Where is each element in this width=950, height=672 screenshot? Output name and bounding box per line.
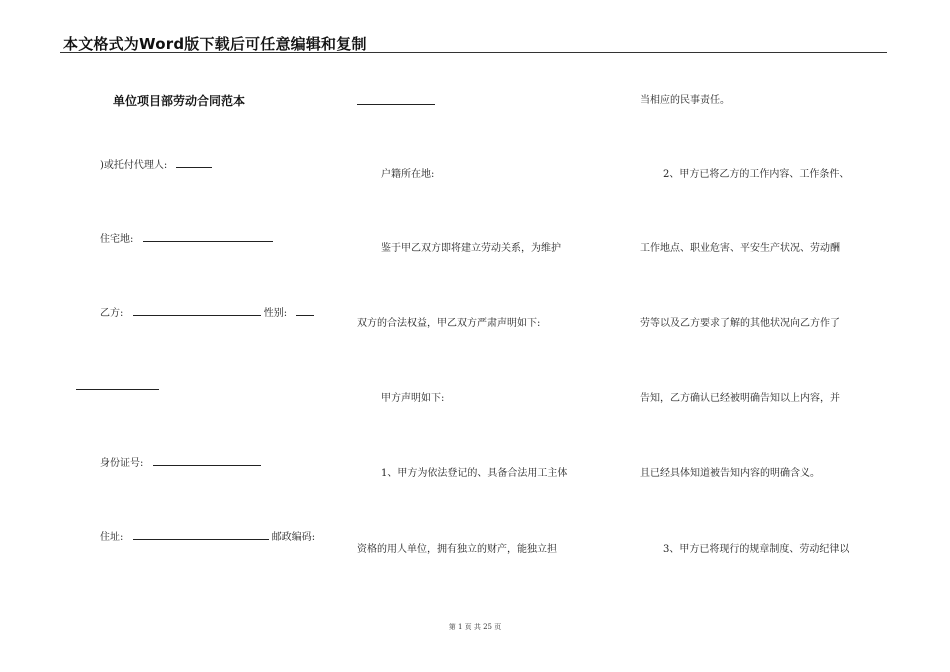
id-number-line: [100, 455, 261, 471]
col3-paragraph-line: 3、甲方已将现行的规章制度、劳动纪律以: [663, 544, 850, 555]
residence-line: [100, 231, 273, 247]
col3-paragraph-line: 工作地点、职业危害、平安生产状况、劳动酬: [640, 243, 840, 254]
document-title: 单位项目部劳动合同范本: [113, 94, 246, 108]
residence-label: 住宅地:: [100, 234, 134, 245]
col2-paragraph-line: 资格的用人单位，拥有独立的财产，能独立担: [357, 544, 557, 555]
agent-line: [100, 157, 212, 173]
col3-paragraph-line: 告知，乙方确认已经被明确告知以上内容，并: [640, 393, 840, 404]
col3-paragraph-line: 且已经具体知道被告知内容的明确含义。: [640, 468, 820, 479]
address-label: 住址:: [100, 532, 124, 543]
gender-label: 性别:: [263, 308, 288, 319]
party-b-blank: [133, 305, 261, 316]
col3-paragraph-line: 当相应的民事责任。: [640, 95, 730, 106]
id-number-label: 身份证号:: [100, 458, 144, 469]
postal-code-label: 邮政编码:: [271, 532, 316, 543]
party-b-label: 乙方:: [100, 308, 124, 319]
id-number-blank: [153, 455, 261, 466]
agent-label: )或托付代理人:: [100, 160, 168, 171]
col2-top-blank: [357, 104, 435, 105]
agent-blank: [176, 157, 212, 168]
col2-paragraph-line: 双方的合法权益，甲乙双方严肃声明如下:: [357, 318, 541, 329]
household-label: 户籍所在地:: [381, 169, 435, 180]
col2-paragraph-line: 鉴于甲乙双方即将建立劳动关系，为维护: [381, 243, 561, 254]
party-b-line: [100, 305, 314, 321]
document-header: 本文格式为Word版下载后可任意编辑和复制: [63, 35, 367, 53]
residence-blank: [143, 231, 273, 242]
address-line: [100, 529, 315, 545]
col2-paragraph-line: 1、甲方为依法登记的、具备合法用工主体: [381, 468, 568, 479]
page-number: 第 1 页 共 25 页: [448, 623, 502, 631]
col2-paragraph-line: 甲方声明如下:: [381, 393, 445, 404]
party-b-continuation-blank: [76, 389, 159, 390]
header-divider: [60, 52, 887, 53]
address-blank: [133, 529, 269, 540]
col3-paragraph-line: 2、甲方已将乙方的工作内容、工作条件、: [663, 169, 850, 180]
gender-blank: [296, 305, 314, 316]
col3-paragraph-line: 劳等以及乙方要求了解的其他状况向乙方作了: [640, 318, 840, 329]
